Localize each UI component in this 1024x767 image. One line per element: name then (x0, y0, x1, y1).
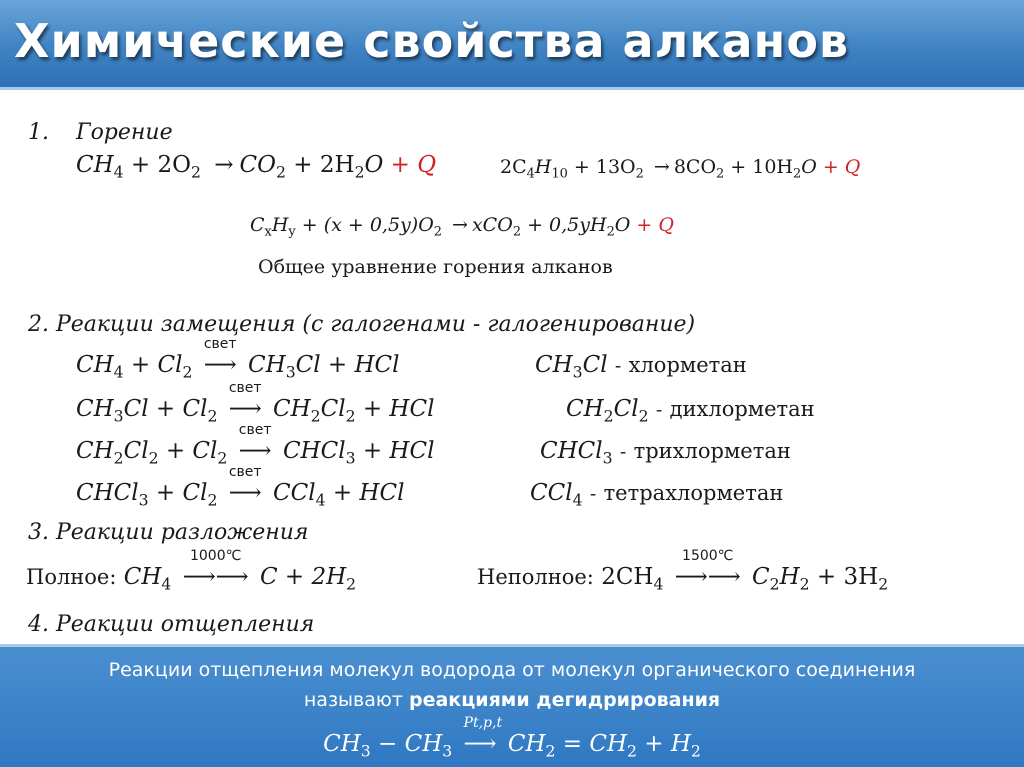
dehydrogenation-banner (0, 644, 1024, 767)
section-2-heading: 2. Реакции замещения (с галогенами - галогенирование) (28, 312, 696, 337)
subscript: 2 (207, 490, 218, 510)
subscript: 4 (526, 166, 535, 182)
formula-part: Cl (320, 396, 346, 422)
subscript: y (288, 224, 296, 240)
formula-part: Cl (613, 396, 639, 422)
reaction-arrow: свет ⟶ (238, 422, 272, 464)
product-name-1 (535, 352, 747, 381)
subscript: 2 (354, 162, 365, 182)
formula-part: H (271, 214, 289, 236)
formula-part: CCl (530, 480, 573, 506)
formula-part: C (752, 564, 770, 590)
arrow-condition: свет (228, 464, 262, 480)
subscript: 3 (138, 490, 149, 510)
formula-part: H (534, 156, 552, 178)
subscript: 2 (799, 574, 810, 594)
formula-part: + 10H (724, 156, 793, 178)
subscript: 2 (878, 574, 889, 594)
subscript: 2 (690, 741, 701, 761)
section-3-heading: 3. Реакции разложения (28, 520, 309, 545)
subscript: 3 (602, 448, 613, 468)
subscript: 3 (572, 362, 583, 382)
subscript: 2 (276, 162, 286, 182)
reaction-arrow: свет ⟶ (228, 464, 262, 506)
formula-part: H (779, 564, 800, 590)
equation-methane-combustion (76, 152, 436, 181)
subscript: 4 (315, 490, 326, 510)
formula-part: CH (123, 564, 162, 590)
arrow-condition: Pt,p,t (463, 715, 503, 731)
section-4-heading: 4. Реакции отщепления (28, 612, 315, 637)
formula-part: CH (566, 396, 604, 422)
formula-part: + 0,5yH (521, 214, 607, 236)
section-number: 1. (28, 120, 49, 145)
full-decomposition (26, 548, 357, 594)
subscript: 2 (635, 166, 644, 182)
formula-part: CH (248, 352, 286, 378)
substitution-row-4 (76, 464, 405, 510)
formula-part: O (364, 152, 384, 178)
compound-name: трихлорметан (633, 439, 791, 463)
formula-part: + Cl (123, 352, 183, 378)
compound-name: хлорметан (628, 353, 747, 377)
subscript: 4 (653, 574, 664, 594)
heat-q: + Q (816, 156, 861, 178)
formula-part: + 13O (567, 156, 636, 178)
formula-part: + HCl (355, 396, 435, 422)
subscript: 10 (551, 166, 568, 182)
equation-butane-combustion (500, 156, 860, 182)
formula-part: − CH (370, 731, 443, 757)
subscript: 2 (346, 574, 357, 594)
subscript: 2 (603, 406, 614, 426)
subscript: 2 (512, 224, 522, 240)
equation-general-combustion (250, 214, 674, 240)
substitution-row-1 (76, 336, 400, 382)
reaction-arrow: свет ⟶ (203, 336, 237, 378)
formula-part: CH (76, 438, 114, 464)
arrow-condition: свет (238, 422, 272, 438)
subscript: 2 (433, 224, 442, 240)
arrow-condition: свет (203, 336, 237, 352)
subscript: 3 (442, 741, 453, 761)
formula-part: C + 2H (259, 564, 347, 590)
subscript: 4 (113, 362, 124, 382)
subscript: 2 (310, 406, 321, 426)
formula-part: CCl (273, 480, 316, 506)
subscript: 4 (572, 490, 583, 510)
heat-q: + Q (383, 152, 437, 178)
general-equation-caption: Общее уравнение горения алканов (258, 256, 613, 278)
formula-part: CH (535, 352, 573, 378)
page-title: Химические свойства алканов (14, 14, 850, 68)
subscript: 2 (217, 448, 228, 468)
footer-bold-term: реакциями дегидрирования (409, 689, 721, 711)
subscript: 2 (207, 406, 218, 426)
reaction-arrow: свет ⟶ (228, 380, 262, 422)
subscript: 2 (606, 224, 615, 240)
footer-line-1: Реакции отщепления молекул водорода от молекул органического соединения (108, 659, 916, 681)
formula-part: CH (76, 352, 114, 378)
formula-part: Cl (123, 396, 149, 422)
formula-part: + HCl (355, 438, 435, 464)
formula-part: CH (76, 396, 114, 422)
formula-part: + 2O (123, 152, 191, 178)
footer-line-2 (0, 689, 1024, 711)
formula-part: 8CO (673, 156, 717, 178)
formula-part: + (x + 0,5y)O (295, 214, 434, 236)
reaction-arrow: Pt,p,t ⟶ (463, 715, 503, 757)
subscript: 3 (345, 448, 356, 468)
formula-part: CO (239, 152, 277, 178)
formula-part: + 3H (809, 564, 879, 590)
subscript: 2 (716, 166, 725, 182)
dash: - (619, 441, 627, 463)
compound-name: дихлорметан (669, 397, 815, 421)
formula-part: CH (76, 152, 114, 178)
formula-part: + Cl (148, 480, 208, 506)
arrow-condition: свет (228, 380, 262, 396)
formula-part: + HCl (325, 480, 405, 506)
formula-part: CH (323, 731, 361, 757)
subscript: 2 (113, 448, 124, 468)
dash: - (655, 399, 663, 421)
compound-name: тетрахлорметан (603, 481, 784, 505)
formula-part: Cl + HCl (295, 352, 400, 378)
subscript: 2 (638, 406, 649, 426)
formula-part: CHCl (282, 438, 346, 464)
reaction-arrow: 1000℃ ⟶⟶ (182, 548, 249, 590)
formula-part: O (801, 156, 817, 178)
dash: - (614, 355, 622, 377)
formula-part: C (250, 214, 265, 236)
formula-part: CH (273, 396, 311, 422)
reaction-arrow: → (214, 152, 234, 178)
formula-part: + 2H (285, 152, 355, 178)
formula-part: + Cl (148, 396, 208, 422)
formula-part: CHCl (76, 480, 139, 506)
product-name-3 (540, 438, 791, 467)
subscript: 3 (113, 406, 124, 426)
subscript: 4 (113, 162, 124, 182)
reaction-arrow: 1500℃ ⟶⟶ (674, 548, 741, 590)
reaction-arrow: → (452, 214, 468, 236)
subscript: 2 (545, 741, 556, 761)
partial-label: Неполное: (477, 565, 594, 589)
formula-part: + Cl (158, 438, 218, 464)
subscript: 4 (161, 574, 172, 594)
formula-part: Cl (123, 438, 149, 464)
dash: - (589, 483, 597, 505)
subscript: 2 (148, 448, 159, 468)
formula-part: Cl (582, 352, 608, 378)
subscript: 2 (793, 166, 802, 182)
formula-part: CHCl (540, 438, 603, 464)
formula-part: xCO (471, 214, 513, 236)
product-name-2 (566, 396, 815, 425)
formula-part: + H (636, 731, 691, 757)
dehydrogenation-equation (0, 715, 1024, 761)
product-name-4 (530, 480, 783, 509)
subscript: 2 (627, 741, 637, 761)
reaction-arrow: → (653, 156, 670, 178)
formula-part: = CH (555, 731, 628, 757)
partial-decomposition (477, 548, 889, 594)
subscript: 2 (182, 362, 193, 382)
full-label: Полное: (26, 565, 117, 589)
subscript: x (264, 224, 272, 240)
arrow-condition: 1000℃ (189, 548, 242, 564)
subscript: 2 (345, 406, 356, 426)
section-title: Горение (76, 120, 173, 145)
footer-text: называют (303, 689, 409, 711)
formula-part: CH (507, 731, 546, 757)
formula-part: O (614, 214, 631, 236)
arrow-condition: 1500℃ (682, 548, 734, 564)
subscript: 2 (191, 162, 201, 182)
subscript: 3 (360, 741, 371, 761)
subscript: 2 (769, 574, 780, 594)
formula-part: 2CH (601, 564, 654, 590)
subscript: 3 (285, 362, 296, 382)
heat-q: + Q (630, 214, 674, 236)
title-banner (0, 0, 1024, 90)
section-1-heading (28, 120, 173, 145)
formula-part: 2C (500, 156, 527, 178)
